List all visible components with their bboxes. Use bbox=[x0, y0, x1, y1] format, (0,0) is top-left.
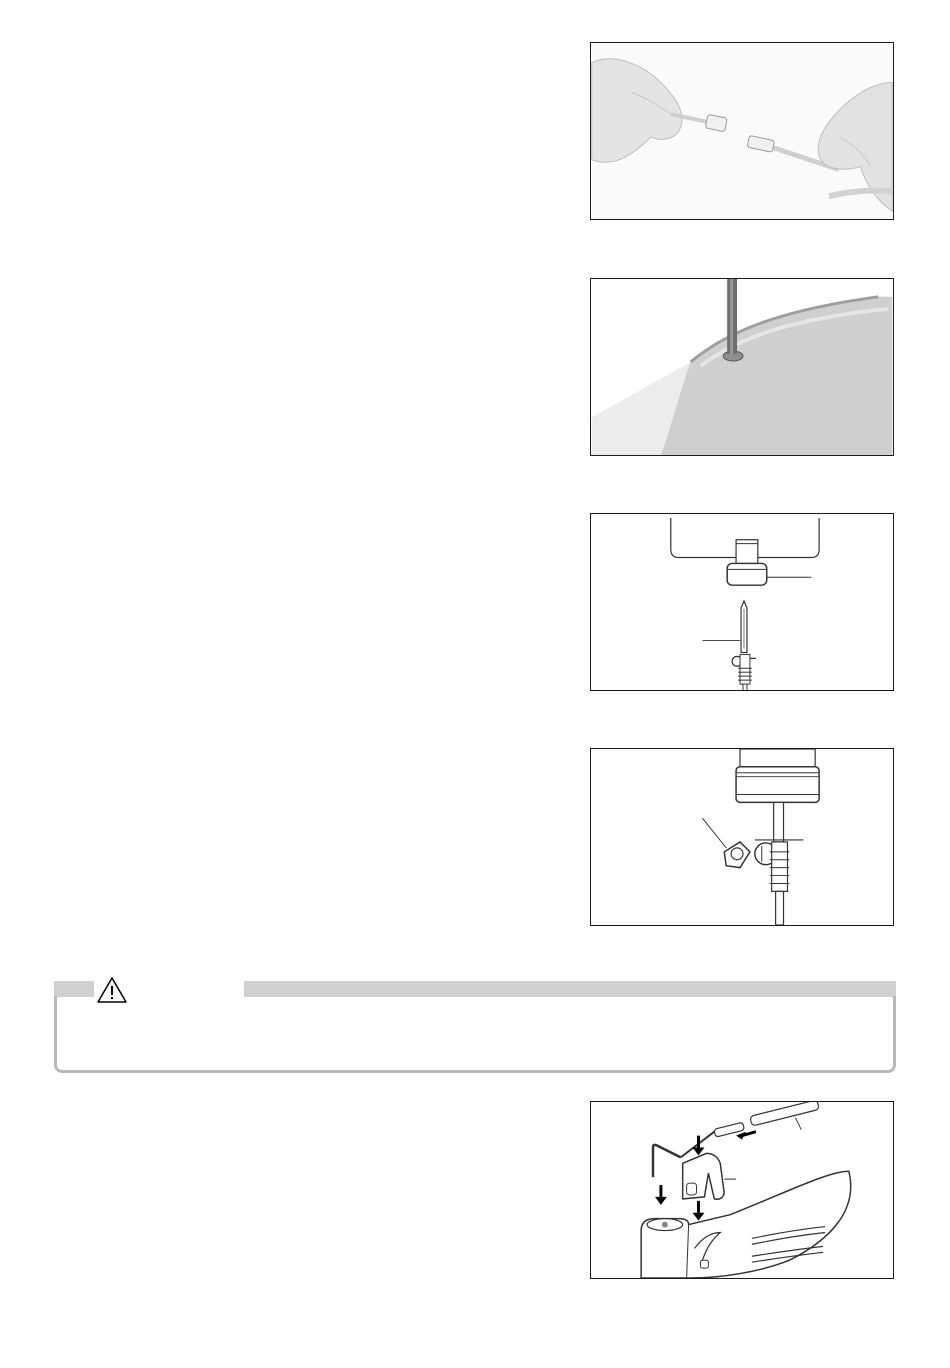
figure-handpiece-assembly bbox=[590, 1101, 894, 1279]
caution-box bbox=[54, 981, 896, 1073]
spike-with-clamp-illustration bbox=[591, 749, 893, 925]
screwdriver-on-panel-illustration bbox=[591, 279, 893, 455]
figure-hands-connecting-tubes bbox=[590, 42, 894, 220]
figure-container-cap-and-spike bbox=[590, 513, 894, 691]
handpiece-assembly-illustration bbox=[591, 1102, 893, 1278]
warning-triangle-icon bbox=[95, 975, 129, 1005]
container-cap-and-spike-illustration bbox=[591, 514, 893, 690]
figure-screwdriver-on-panel bbox=[590, 278, 894, 456]
caution-content-frame bbox=[54, 996, 896, 1073]
figure-spike-with-clamp bbox=[590, 748, 894, 926]
hands-connecting-tubes-illustration bbox=[591, 43, 893, 219]
